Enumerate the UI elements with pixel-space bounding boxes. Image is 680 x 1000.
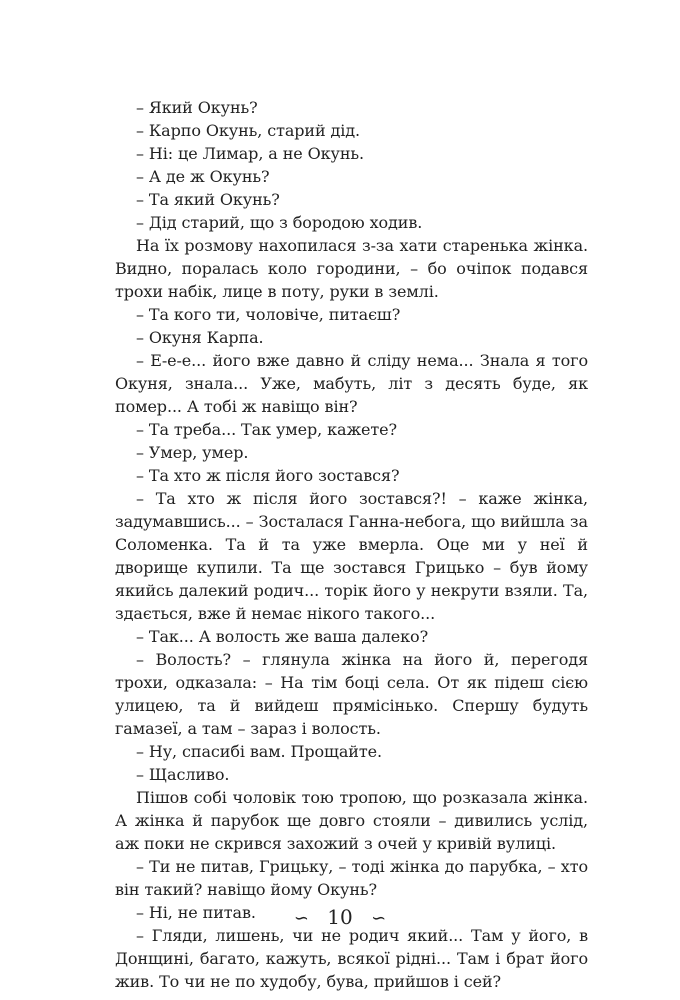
dialogue-line: – Так... А волость же ваша далеко? (136, 627, 429, 646)
dialogue-line: – Та треба... Так умер, кажете? (136, 420, 398, 439)
ornament-left-icon: ∽ (293, 908, 309, 929)
dialogue-line: – Щасливо. (136, 765, 230, 784)
dialogue-line: – Ну, спасибі вам. Прощайте. (136, 742, 382, 761)
dialogue-line: – Гляди, лишень, чи не родич який... Там у його, в Донщині, багато, кажуть, всякої рідні... Там і брат його жив. То чи не по худобу, бува, прийшов і сей? (115, 926, 588, 991)
dialogue-line: – Ні: це Лимар, а не Окунь. (136, 144, 365, 163)
narrative-paragraph: На їх розмову нахопилася з-за хати старенька жінка. Видно, поралась коло городини, – бо очіпок подався трохи набік, лице в поту, руки в землі. (115, 236, 588, 301)
dialogue-line: – Та кого ти, чоловіче, питаєш? (136, 305, 401, 324)
dialogue-line: – Волость? – глянула жінка на його й, перегодя трохи, одказала: – На тім боці села. От як підеш сією улицею, та й вийдеш прямісінько. Спершу будуть гамазеї, а там – зараз і волость. (115, 650, 588, 738)
dialogue-line: – Ти не питав, Грицьку, – тоді жінка до парубка, – хто він такий? навіщо йому Окунь? (115, 857, 588, 899)
dialogue-line: – Та який Окунь? (136, 190, 280, 209)
ornament-right-icon: ∽ (371, 908, 387, 929)
page-footer (0, 904, 680, 932)
dialogue-line: – Який Окунь? (136, 98, 258, 117)
dialogue-line: – Карпо Окунь, старий дід. (136, 121, 361, 140)
dialogue-line: – Та хто ж після його зостався? (136, 466, 400, 485)
dialogue-line: – Окуня Карпа. (136, 328, 264, 347)
page-number: 10 (327, 905, 353, 929)
dialogue-line: – Е-е-е... його вже давно й сліду нема... Знала я того Окуня, знала... Уже, мабуть, літ з десять буде, як помер... А тобі ж навіщо він? (115, 351, 588, 416)
dialogue-line: – Ні, не питав. (136, 903, 256, 922)
dialogue-line: – Та хто ж після його зостався?! – каже жінка, задумавшись... – Зосталася Ганна-небога, що вийшла за Соломенка. Та й та уже вмерла. Оце ми у неї й дворище купили. Та ще зостався Грицько – був йому якийсь далекий родич... торік його у некрути взяли. Та, здається, вже й немає нікого такого... (115, 489, 588, 623)
dialogue-line: – А де ж Окунь? (136, 167, 270, 186)
dialogue-line: – Умер, умер. (136, 443, 249, 462)
narrative-paragraph: Пішов собі чоловік тою тропою, що розказала жінка. А жінка й парубок ще довго стояли – дивились услід, аж поки не скрився захожий з очей у кривій вулиці. (115, 788, 588, 853)
dialogue-line: – Дід старий, що з бородою ходив. (136, 213, 423, 232)
body-text (115, 96, 588, 993)
